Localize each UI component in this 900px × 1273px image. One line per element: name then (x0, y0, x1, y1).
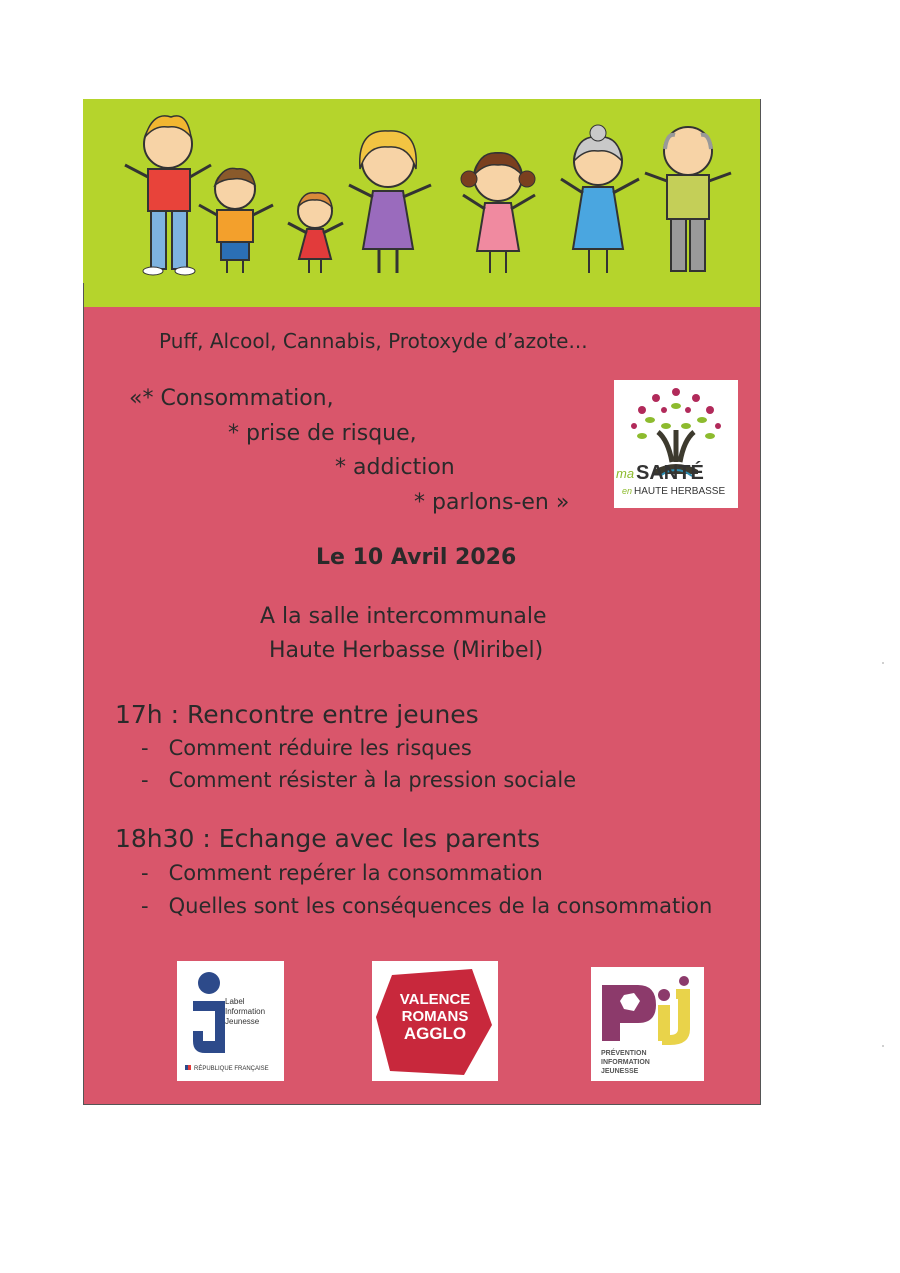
list-item: - Comment repérer la consommation (141, 861, 543, 885)
sante-prefix: ma (616, 466, 635, 481)
intro-text: Puff, Alcool, Cannabis, Protoxyde d’azote... (159, 329, 588, 353)
topic-line: * parlons-en » (414, 490, 570, 515)
figure-small-boy (199, 168, 273, 273)
scan-mark (882, 1045, 884, 1047)
figure-small-girl (288, 193, 343, 273)
poster (83, 99, 761, 1105)
figure-girl (461, 153, 535, 273)
poster-border (83, 283, 84, 1104)
sante-subtitle: HAUTE HERBASSE (634, 486, 726, 497)
agglo-text: VALENCE ROMANS AGGLO (399, 991, 471, 1043)
scan-mark (882, 662, 884, 664)
pij-logo (591, 967, 704, 1081)
figure-woman (349, 131, 431, 273)
list-item: - Quelles sont les conséquences de la consommation (141, 894, 713, 918)
session-title: 17h : Rencontre entre jeunes (115, 700, 479, 729)
sante-title: SANTÉ (636, 462, 704, 484)
ma-sante-logo (614, 380, 738, 508)
topic-line: «* Consommation, (129, 386, 334, 411)
figure-boy (125, 116, 211, 275)
topic-line: * prise de risque, (228, 421, 417, 446)
republique-francaise: RÉPUBLIQUE FRANÇAISE (185, 1065, 269, 1072)
family-illustration (83, 99, 760, 307)
event-date: Le 10 Avril 2026 (316, 545, 517, 570)
label-information-jeunesse-logo (177, 961, 284, 1081)
pij-icon (598, 975, 698, 1047)
family-banner (83, 99, 760, 307)
figure-grandmother (561, 125, 639, 273)
venue-line: A la salle intercommunale (260, 604, 547, 629)
label-text: Label Information Jeunesse (225, 997, 266, 1026)
venue-line: Haute Herbasse (Miribel) (269, 638, 544, 663)
figure-grandfather (645, 127, 731, 271)
valence-romans-agglo-logo (372, 961, 498, 1081)
sante-sub-prefix: en (622, 486, 633, 496)
session-title: 18h30 : Echange avec les parents (115, 824, 540, 853)
list-item: - Comment réduire les risques (141, 736, 472, 760)
list-item: - Comment résister à la pression sociale (141, 768, 577, 792)
topic-line: * addiction (335, 455, 455, 480)
pij-text: PRÉVENTION INFORMATION JEUNESSE (601, 1050, 650, 1075)
